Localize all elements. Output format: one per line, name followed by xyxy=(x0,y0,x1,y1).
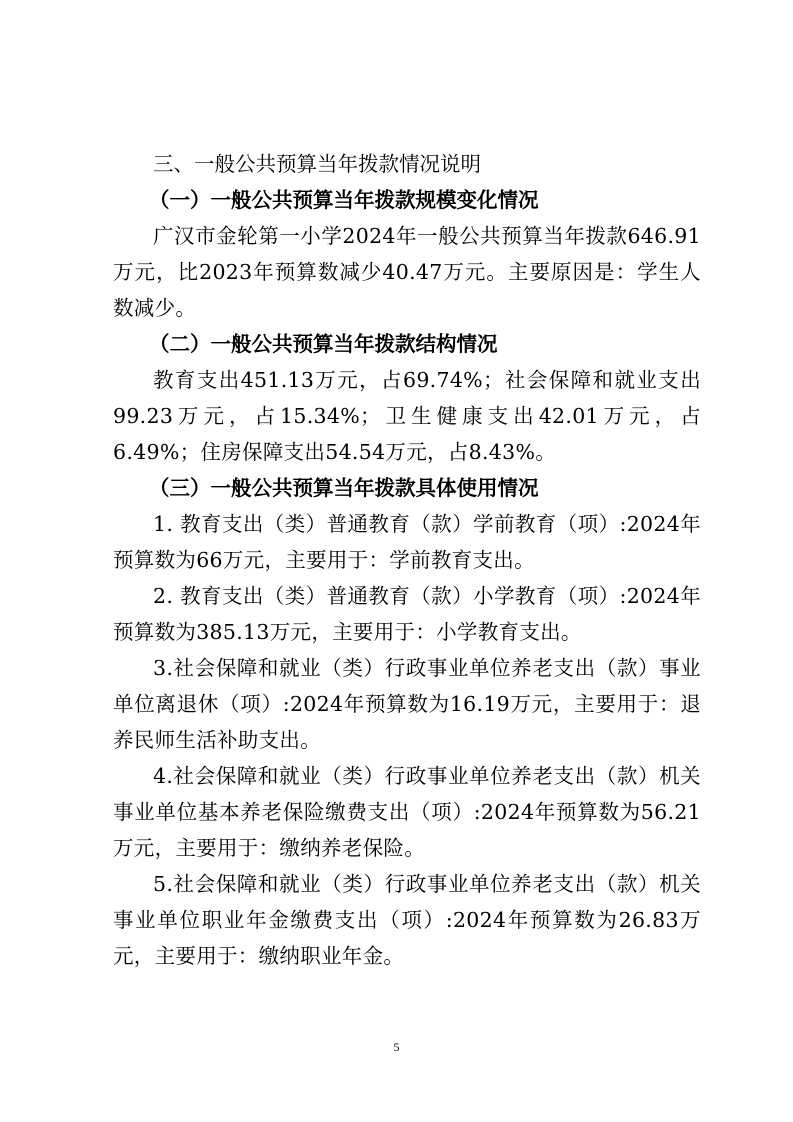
subsection-heading-structure: （二）一般公共预算当年拨款结构情况 xyxy=(149,332,498,356)
paragraph-scale-change: 广汉市金轮第一小学2024年一般公共预算当年拨款646.91万元，比2023年预算数减少40.47万元。主要原因是：学生人数减少。 xyxy=(113,224,701,320)
subsection-heading-usage: （三）一般公共预算当年拨款具体使用情况 xyxy=(149,476,539,500)
usage-item-1: 1. 教育支出（类）普通教育（款）学前教育（项）:2024年预算数为66万元，主要用于：学前教育支出。 xyxy=(113,512,701,572)
subsection-heading-scale: （一）一般公共预算当年拨款规模变化情况 xyxy=(149,188,539,212)
section-heading: 三、一般公共预算当年拨款情况说明 xyxy=(153,152,481,176)
page-number: 5 xyxy=(393,1040,400,1054)
usage-item-2: 2. 教育支出（类）普通教育（款）小学教育（项）:2024年预算数为385.13万元，主要用于：小学教育支出。 xyxy=(113,584,701,644)
document-body xyxy=(113,146,701,974)
usage-item-4: 4.社会保障和就业（类）行政事业单位养老支出（款）机关事业单位基本养老保险缴费支出（项）:2024年预算数为56.21万元，主要用于：缴纳养老保险。 xyxy=(113,764,701,860)
usage-item-5: 5.社会保障和就业（类）行政事业单位养老支出（款）机关事业单位职业年金缴费支出（项）:2024年预算数为26.83万元，主要用于：缴纳职业年金。 xyxy=(113,872,701,968)
usage-item-3: 3.社会保障和就业（类）行政事业单位养老支出（款）事业单位离退休（项）:2024年预算数为16.19万元，主要用于：退养民师生活补助支出。 xyxy=(113,656,701,752)
paragraph-structure: 教育支出451.13万元，占69.74%；社会保障和就业支出99.23万元，占15.34%；卫生健康支出42.01万元，占6.49%；住房保障支出54.54万元，占8.43%。 xyxy=(113,368,701,464)
